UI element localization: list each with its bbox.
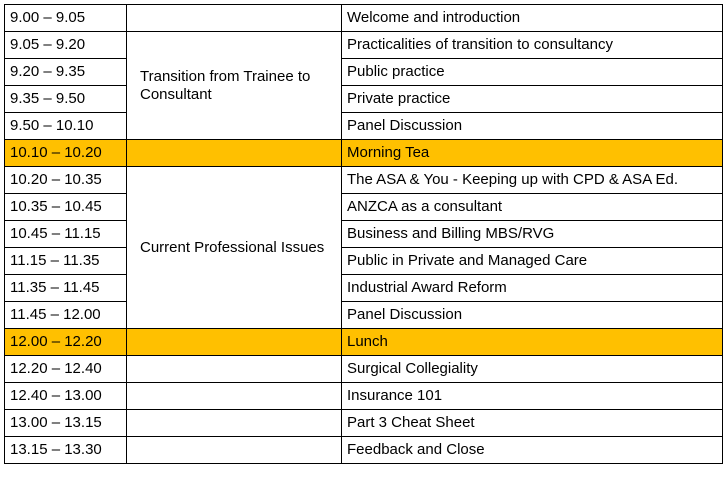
session-cell: Lunch <box>342 329 723 356</box>
break-row-lunch <box>5 329 723 356</box>
session-cell: Surgical Collegiality <box>342 356 723 383</box>
time-cell: 10.45 – 11.15 <box>5 221 127 248</box>
table-row <box>5 221 723 248</box>
session-cell: Public practice <box>342 59 723 86</box>
time-cell: 9.35 – 9.50 <box>5 86 127 113</box>
table-row <box>5 383 723 410</box>
table-row <box>5 59 723 86</box>
time-cell: 12.00 – 12.20 <box>5 329 127 356</box>
session-cell: Welcome and introduction <box>342 5 723 32</box>
table-row <box>5 410 723 437</box>
table-row <box>5 275 723 302</box>
time-cell: 10.20 – 10.35 <box>5 167 127 194</box>
time-cell: 13.15 – 13.30 <box>5 437 127 464</box>
session-cell: Panel Discussion <box>342 302 723 329</box>
time-cell: 12.40 – 13.00 <box>5 383 127 410</box>
table-row <box>5 194 723 221</box>
session-cell: Panel Discussion <box>342 113 723 140</box>
session-cell: Part 3 Cheat Sheet <box>342 410 723 437</box>
session-cell: Practicalities of transition to consultancy <box>342 32 723 59</box>
table-row <box>5 86 723 113</box>
topic-cell-empty <box>127 356 342 383</box>
topic-cell-empty <box>127 5 342 32</box>
table-row <box>5 356 723 383</box>
time-cell: 13.00 – 13.15 <box>5 410 127 437</box>
session-cell: ANZCA as a consultant <box>342 194 723 221</box>
break-row-morning-tea <box>5 140 723 167</box>
table-row <box>5 113 723 140</box>
schedule-table <box>4 4 723 464</box>
session-cell: Insurance 101 <box>342 383 723 410</box>
topic-cell-empty <box>127 383 342 410</box>
time-cell: 9.00 – 9.05 <box>5 5 127 32</box>
time-cell: 12.20 – 12.40 <box>5 356 127 383</box>
time-cell: 11.45 – 12.00 <box>5 302 127 329</box>
topic-cell-empty <box>127 437 342 464</box>
table-row <box>5 167 723 194</box>
session-cell: Industrial Award Reform <box>342 275 723 302</box>
topic-cell-empty <box>127 329 342 356</box>
time-cell: 9.50 – 10.10 <box>5 113 127 140</box>
time-cell: 11.15 – 11.35 <box>5 248 127 275</box>
time-cell: 11.35 – 11.45 <box>5 275 127 302</box>
table-row <box>5 248 723 275</box>
topic-cell-professional: Current Professional Issues <box>127 167 342 329</box>
session-cell: The ASA & You - Keeping up with CPD & ASA Ed. <box>342 167 723 194</box>
session-cell: Morning Tea <box>342 140 723 167</box>
topic-cell-empty <box>127 410 342 437</box>
time-cell: 9.05 – 9.20 <box>5 32 127 59</box>
topic-cell-empty <box>127 140 342 167</box>
session-cell: Feedback and Close <box>342 437 723 464</box>
table-row <box>5 302 723 329</box>
session-cell: Private practice <box>342 86 723 113</box>
session-cell: Public in Private and Managed Care <box>342 248 723 275</box>
table-row <box>5 437 723 464</box>
time-cell: 10.10 – 10.20 <box>5 140 127 167</box>
time-cell: 10.35 – 10.45 <box>5 194 127 221</box>
table-row <box>5 32 723 59</box>
table-row <box>5 5 723 32</box>
topic-cell-transition: Transition from Trainee to Consultant <box>127 32 342 140</box>
session-cell: Business and Billing MBS/RVG <box>342 221 723 248</box>
time-cell: 9.20 – 9.35 <box>5 59 127 86</box>
